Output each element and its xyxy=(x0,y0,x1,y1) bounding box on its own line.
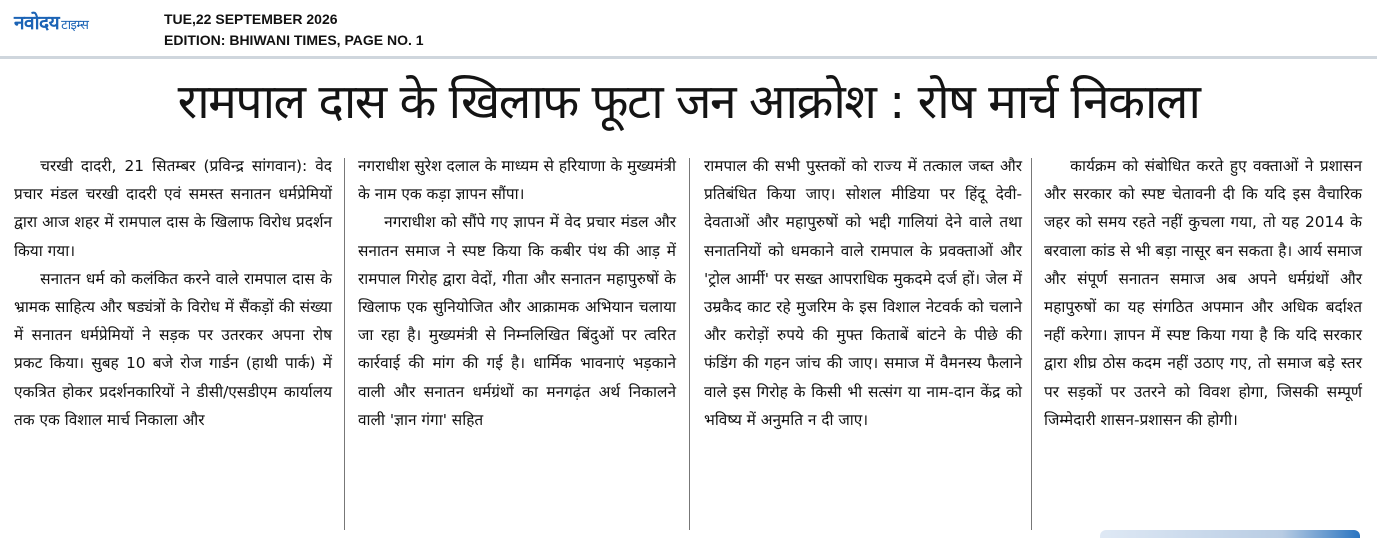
article-column-4 xyxy=(1044,152,1362,434)
header-divider xyxy=(0,56,1377,59)
paragraph: चरखी दादरी, 21 सितम्बर (प्रविन्द्र सांगवान): वेद प्रचार मंडल चरखी दादरी एवं समस्त सनातन धर्मप्रेमियों द्वारा आज शहर में रामपाल दास के खिलाफ विरोध प्रदर्शन किया गया। xyxy=(14,157,332,260)
article-headline: रामपाल दास के खिलाफ फूटा जन आक्रोश : रोष मार्च निकाला xyxy=(177,74,1200,130)
page-corner-decoration xyxy=(1100,530,1360,538)
paragraph: नगराधीश को सौंपे गए ज्ञापन में वेद प्रचार मंडल और सनातन समाज ने स्पष्ट किया कि कबीर पंथ की आड़ में रामपाल गिरोह द्वारा वेदों, गीता और सनातन महापुरुषों के खिलाफ एक सुनियोजित और आक्रामक अभियान चलाया जा रहा है। मुख्यमंत्री से निम्नलिखित बिंदुओं पर त्वरित कार्रवाई की मांग की गई है। धार्मिक भावनाएं भड़काने वाली और सनातन धर्मग्रंथों का मनगढ़ंत अर्थ निकालने वाली 'ज्ञान गंगा' सहित xyxy=(358,213,676,429)
date-line: TUE,22 SEPTEMBER 2026 xyxy=(164,11,338,27)
paragraph: नगराधीश सुरेश दलाल के माध्यम से हरियाणा के मुख्यमंत्री के नाम एक कड़ा ज्ञापन सौंपा। xyxy=(358,157,676,204)
newspaper-logo[interactable] xyxy=(14,9,88,35)
logo-sub-text: टाइम्स xyxy=(61,18,89,33)
paragraph: कार्यक्रम को संबोधित करते हुए वक्ताओं ने प्रशासन और सरकार को स्पष्ट चेतावनी दी कि यदि इस वैचारिक जहर को समय रहते नहीं कुचला गया, तो यह 2014 के बरवाला कांड से भी बड़ा नासूर बन सकता है। आर्य समाज और संपूर्ण सनातन समाज अब अपने धर्मग्रंथों और महापुरुषों का यह संगठित अपमान और अधिक बर्दाश्त नहीं करेगा। ज्ञापन में स्पष्ट किया गया है कि यदि सरकार द्वारा शीघ्र ठोस कदम नहीं उठाए गए, तो समाज बड़े स्तर पर सड़कों पर उतरने को विवश होगा, जिसकी सम्पूर्ण जिम्मेदारी शासन-प्रशासन की होगी। xyxy=(1044,157,1362,429)
paragraph: सनातन धर्म को कलंकित करने वाले रामपाल दास के भ्रामक साहित्य और षड्यंत्रों के विरोध में सैंकड़ों की संख्या में सनातन धर्मप्रेमियों ने सड़क पर उतरकर अपना रोष प्रकट किया। सुबह 10 बजे रोज गार्डन (हाथी पार्क) में एकत्रित होकर प्रदर्शनकारियों ने डीसी/एसडीएम कार्यालय तक एक विशाल मार्च निकाला और xyxy=(14,269,332,429)
column-divider xyxy=(689,158,690,530)
article-column-1 xyxy=(14,152,332,434)
masthead xyxy=(0,0,1377,52)
logo-main-text: नवोदय xyxy=(14,12,60,34)
edition-info xyxy=(164,9,424,51)
article-column-2 xyxy=(358,152,676,434)
article-column-3 xyxy=(704,152,1022,434)
edition-line: EDITION: BHIWANI TIMES, PAGE NO. 1 xyxy=(164,32,424,48)
column-divider xyxy=(344,158,345,530)
paragraph: रामपाल की सभी पुस्तकों को राज्य में तत्काल जब्त और प्रतिबंधित किया जाए। सोशल मीडिया पर हिंदू देवी-देवताओं और महापुरुषों को भद्दी गालियां देने वाले तथा सनातनियों को धमकाने वाले रामपाल के प्रवक्ताओं और 'ट्रोल आर्मी' पर सख्त आपराधिक मुकदमे दर्ज हों। जेल में उम्रकैद काट रहे मुजरिम के इस विशाल नेटवर्क को चलाने और करोड़ों रुपये की मुफ्त किताबें बांटने के पीछे की फंडिंग की गहन जांच की जाए। समाज में वैमनस्य फैलाने वाले इस गिरोह के किसी भी सत्संग या नाम-दान केंद्र को भविष्य में अनुमति न दी जाए। xyxy=(704,157,1022,429)
column-divider xyxy=(1031,158,1032,530)
